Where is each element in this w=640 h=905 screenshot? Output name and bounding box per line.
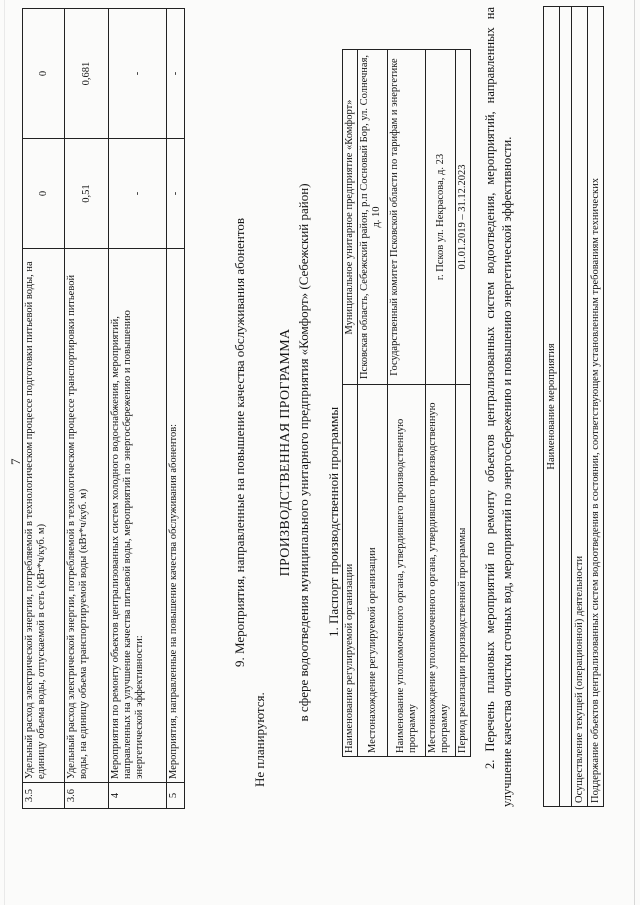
- measures-item: Осуществление текущей (операционной) деятельности: [572, 7, 588, 807]
- passport-value: Государственный комитет Псковской области по тарифам и энергетике: [388, 50, 426, 385]
- table-row: [588, 7, 604, 807]
- section-2-text: 2. Перечень плановых мероприятий по ремонту объектов централизованных систем водоотведения, мероприятий, направленных на улучшение качества очистки сточных вод, мероприятий по энергосбережению и повышению энергетической эффективности.: [483, 7, 514, 807]
- row-text: Удельный расход электрической энергии, потребляемой в технологическом процессе транспортировки питьевой воды, на единицу объема транспортируемой воды (кВт*ч/куб. м): [65, 249, 109, 783]
- passport-label: Местонахождение регулируемой организации: [358, 385, 388, 757]
- row-text: Мероприятия, направленные на повышение качества обслуживания абонентов:: [167, 249, 185, 783]
- passport-label: Наименование уполномоченного органа, утвердившего производственную программу: [388, 385, 426, 757]
- section-9-text: Не планируются.: [252, 692, 267, 787]
- table-row: [456, 50, 471, 757]
- row-number: 3.5: [23, 783, 65, 809]
- passport-value: 01.01.2019 – 31.12.2023: [456, 50, 471, 385]
- row-value-1: 0,51: [65, 139, 109, 249]
- table-row: [167, 9, 185, 809]
- row-value-2: -: [167, 9, 185, 139]
- row-text: Мероприятия по ремонту объектов централизованных систем холодного водоснабжения, мероприятий, направленных на улучшение качества питьевой воды, мероприятий по энергосбережению и повышению энергетической эффективности:: [109, 249, 167, 783]
- table-row: [358, 50, 388, 757]
- scan-edge: [4, 0, 5, 905]
- passport-label: Период реализации производственной программы: [456, 385, 471, 757]
- row-number: 4: [109, 783, 167, 809]
- row-number: 3.6: [65, 783, 109, 809]
- row-value-2: 0: [23, 9, 65, 139]
- table-row: [388, 50, 426, 757]
- program-subtitle: в сфере водоотведения муниципального унитарного предприятия «Комфорт» (Себежский район): [296, 183, 311, 722]
- measures-spacer: [560, 7, 572, 807]
- passport-value: г. Псков ул. Некрасова, д. 23: [426, 50, 456, 385]
- passport-value: Муниципальное унитарное предприятие «Комфорт»: [343, 50, 358, 385]
- passport-value: Псковская область, Себежский район, р.п Сосновый Бор, ул. Солнечная, д. 10: [358, 50, 388, 385]
- table-row: [65, 9, 109, 809]
- indicators-table: [22, 8, 185, 809]
- table-row: [560, 7, 572, 807]
- row-value-2: -: [109, 9, 167, 139]
- program-title: ПРОИЗВОДСТВЕННАЯ ПРОГРАММА: [278, 328, 293, 577]
- passport-heading: 1. Паспорт производственной программы: [326, 406, 341, 637]
- row-value-1: -: [167, 139, 185, 249]
- row-value-2: 0,681: [65, 9, 109, 139]
- table-row: [109, 9, 167, 809]
- passport-label: Наименование регулируемой организации: [343, 385, 358, 757]
- measures-table: [543, 6, 604, 807]
- row-text: Удельный расход электрической энергии, потребляемой в технологическом процессе подготовки питьевой воды, на единицу объема воды, отпускаемой в сеть (кВт*ч/куб. м): [23, 249, 65, 783]
- row-value-1: 0: [23, 139, 65, 249]
- table-row: [426, 50, 456, 757]
- page-number: 7: [8, 458, 23, 465]
- measures-item: Поддержание объектов централизованных систем водоотведения в состоянии, соответствующем установленным требованиям технических: [588, 7, 604, 807]
- table-row: [343, 50, 358, 757]
- section-9-heading: 9. Мероприятия, направленные на повышение качества обслуживания абонентов: [232, 217, 247, 667]
- measures-header: Наименование мероприятия: [544, 7, 560, 807]
- row-value-1: -: [109, 139, 167, 249]
- table-row: [572, 7, 588, 807]
- passport-label: Местонахождение уполномоченного органа, утвердившего производственную программу: [426, 385, 456, 757]
- scan-edge: [634, 0, 635, 905]
- table-row: [23, 9, 65, 809]
- passport-table: [342, 49, 471, 757]
- table-row: [544, 7, 560, 807]
- row-number: 5: [167, 783, 185, 809]
